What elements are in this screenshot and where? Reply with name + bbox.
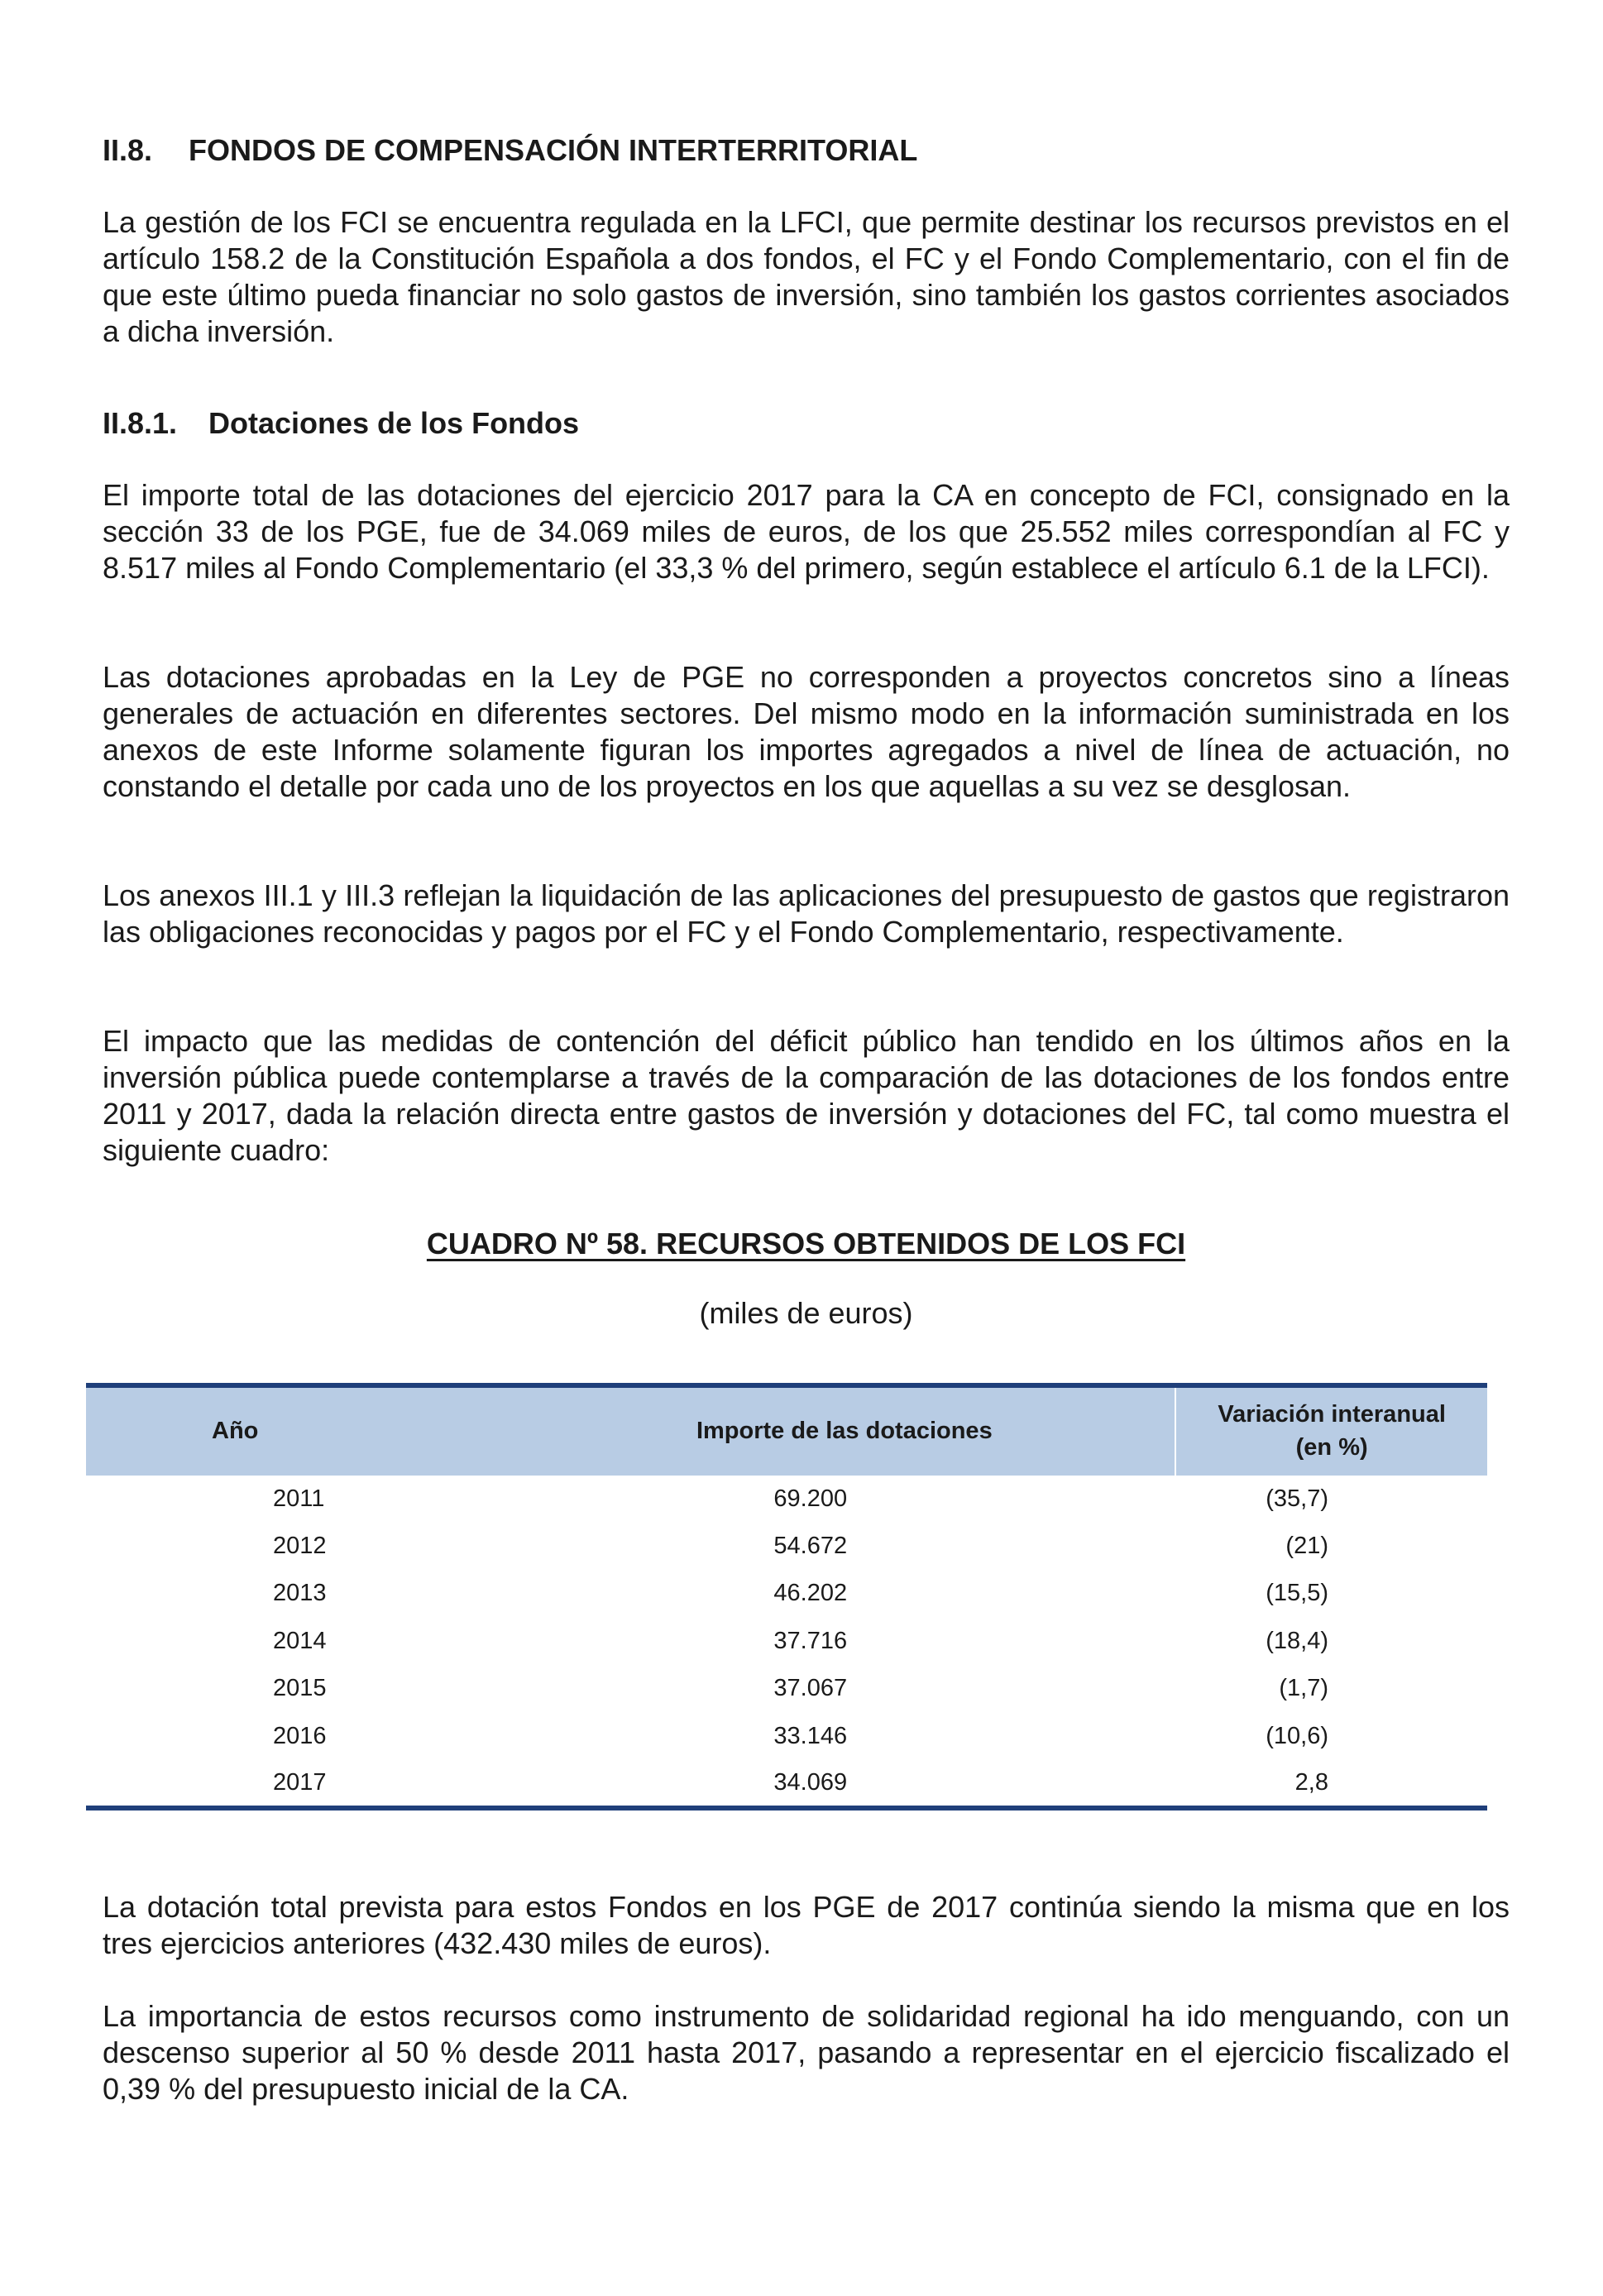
cell-variation: (18,4)	[1266, 1627, 1328, 1654]
header-variation-line1: Variación interanual	[1218, 1401, 1446, 1428]
subsection-heading	[103, 405, 579, 442]
table-row	[86, 1618, 1487, 1666]
section-heading	[103, 132, 917, 169]
paragraph-importancia: La importancia de estos recursos como instrumento de solidaridad regional ha ido menguando, con un descenso superior al 50 % desde 2011 hasta 2017, pasando a representar en el ejercicio fiscalizado el 0,39 % del presupuesto inicial de la CA.	[103, 1999, 1510, 2106]
header-variation-line2: (en %)	[1295, 1434, 1368, 1461]
cell-amount: 37.067	[773, 1675, 848, 1702]
table-row	[86, 1475, 1487, 1523]
subsection-title: Dotaciones de los Fondos	[208, 406, 580, 440]
paragraph-dotaciones-lineas: Las dotaciones aprobadas en la Ley de PGE no corresponden a proyectos concretos sino a líneas generales de actuación en diferentes sectores. Del mismo modo en la información suministrada en los anexos de este Informe solamente figuran los importes agregados a nivel de línea de actuación, no constando el detalle por cada uno de los proyectos en los que aquellas a su vez se desglosan.	[103, 660, 1510, 803]
header-amount: Importe de las dotaciones	[514, 1385, 1175, 1475]
cell-variation: (35,7)	[1175, 1475, 1487, 1523]
paragraph-anexos: Los anexos III.1 y III.3 reflejan la liquidación de las aplicaciones del presupuesto de gastos que registraron las obligaciones reconocidas y pagos por el FC y el Fondo Complementario, respectivamente.	[103, 878, 1510, 949]
section-number: II.8.	[103, 133, 153, 167]
cell-amount: 69.200	[514, 1475, 1175, 1523]
table-row	[86, 1760, 1487, 1808]
cell-year: 2011	[86, 1475, 514, 1523]
cell-variation: (10,6)	[1266, 1722, 1328, 1749]
cell-variation: 2,8	[1175, 1760, 1487, 1808]
cell-year: 2012	[273, 1532, 327, 1559]
cell-year: 2016	[273, 1722, 327, 1749]
cell-variation: (1,7)	[1279, 1675, 1328, 1702]
cell-year: 2017	[86, 1760, 514, 1808]
cell-year: 2015	[273, 1675, 327, 1702]
cell-amount: 34.069	[514, 1760, 1175, 1808]
cell-variation: (15,5)	[1266, 1580, 1328, 1607]
table-subtitle: (miles de euros)	[699, 1296, 913, 1330]
cell-year: 2014	[273, 1627, 327, 1654]
paragraph-dotaciones-importe: El importe total de las dotaciones del ejercicio 2017 para la CA en concepto de FCI, consignado en la sección 33 de los PGE, fue de 34.069 miles de euros, de los que 25.552 miles correspondían al FC y 8.517 miles al Fondo Complementario (el 33,3 % del primero, según establece el artículo 6.1 de la LFCI).	[103, 478, 1510, 585]
table-row	[86, 1570, 1487, 1618]
header-variation	[1175, 1385, 1487, 1475]
cell-amount: 46.202	[773, 1580, 848, 1607]
table-row	[86, 1713, 1487, 1761]
paragraph-dotacion-total: La dotación total prevista para estos Fondos en los PGE de 2017 continúa siendo la misma que en los tres ejercicios anteriores (432.430 miles de euros).	[103, 1890, 1510, 1960]
cell-amount: 37.716	[773, 1627, 848, 1654]
table-header-row	[86, 1385, 1487, 1475]
table-row	[86, 1523, 1487, 1571]
section-intro-paragraph: La gestión de los FCI se encuentra regulada en la LFCI, que permite destinar los recursos previstos en el artículo 158.2 de la Constitución Española a dos fondos, el FC y el Fondo Complementario, con el fin de que este último pueda financiar no solo gastos de inversión, sino también los gastos corrientes asociados a dicha inversión.	[103, 205, 1510, 348]
subsection-number: II.8.1.	[103, 406, 178, 440]
table-row	[86, 1665, 1487, 1713]
cell-amount: 54.672	[773, 1532, 848, 1559]
header-year: Año	[86, 1385, 514, 1475]
cell-variation: (21)	[1285, 1532, 1328, 1559]
paragraph-impacto: El impacto que las medidas de contención del déficit público han tendido en los últimos años en la inversión pública puede contemplarse a través de la comparación de las dotaciones de los fondos entre 2011 y 2017, dada la relación directa entre gastos de inversión y dotaciones del FC, tal como muestra el siguiente cuadro:	[103, 1024, 1510, 1167]
cell-year: 2013	[273, 1580, 327, 1607]
fci-resources-table	[86, 1383, 1487, 1810]
cell-amount: 33.146	[773, 1722, 848, 1749]
section-title: FONDOS DE COMPENSACIÓN INTERTERRITORIAL	[189, 133, 918, 167]
table-title: CUADRO Nº 58. RECURSOS OBTENIDOS DE LOS FCI	[426, 1227, 1186, 1260]
